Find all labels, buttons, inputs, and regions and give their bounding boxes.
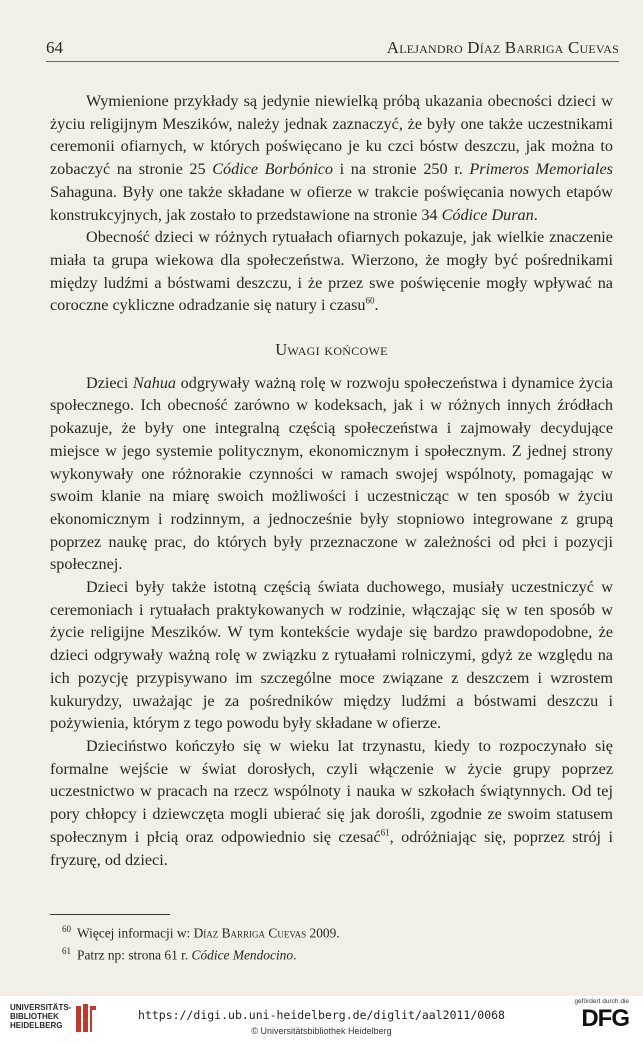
paragraph: Dzieci były także istotną częścią świata duchowego, musiały uczestniczyć w ceremoniach i rytuałach praktykowanych w rodzinie, włączając się w ten sposób w życie religijne Meszików. W tym kontekście wydaje się bardzo prawdopodobne, że dzieci odgrywały ważną rolę w związku z rytuałami rolniczymi, gdyż ze względu na ich pozycję przypisywano im szczególne moce związane z deszczem i wzrostem kukurydzy, uważając je za pośredników między ludźmi a bóstwami deszczu i pożywienia, którym z tego powodu były składane w ofierze. bbox=[50, 578, 613, 733]
viewer-footer bbox=[0, 996, 643, 1044]
running-head: Alejandro Díaz Barriga Cuevas bbox=[386, 38, 619, 57]
footnote-rule bbox=[50, 914, 170, 915]
paragraph: Dzieciństwo kończyło się w wieku lat trzynastu, kiedy to rozpoczynało się formalne wejście w świat dorosłych, czyli włączenie w życie grupy poprzez uczestnictwo w pracach na rzecz wspólnoty i nauka w szkołach świątynnych. Od tej pory chłopcy i dziewczęta mogli ubierać się jak dorośli, zgodnie ze swoim statusem społecznym i płcią oraz odpowiednio się czesać$^{61}$, odróżniając się, poprzez strój i fryzurę, od dzieci. bbox=[50, 736, 614, 869]
footnote-number: 61 bbox=[62, 946, 71, 957]
footnote-ref[interactable]: 60 bbox=[365, 295, 375, 306]
footnotes bbox=[62, 920, 340, 965]
paragraph: Dzieci Nahua odgrywały ważną rolę w rozwoju społeczeństwa i dynamice życia społecznego. Ich obecność zarówno w kodeksach, jak i w różnych innych źródłach pokazuje, że były one integralną częścią społeczeństwa i zajmowały decydujące miejsce w jego systemie politycznym, ekonomicznym i społecznym. Z jednej strony wykonywały one różnorakie czynności w ramach swojej wspólnoty, pomagając w swoim klanie na miarę swoich możliwości i uczestnicząc w ten sposób w życiu ekonomicznym i rodzinnym, a jednocześnie były stopniowo integrowane z grupą poprzez naukę prac, do których były przeznaczone w zależności od płci i pozycji społecznej. bbox=[50, 373, 613, 574]
footnote-author: Díaz Barriga Cuevas bbox=[193, 925, 307, 941]
funding-caption: gefördert durch die bbox=[574, 998, 629, 1005]
paragraph: Obecność dzieci w różnych rytuałach ofiarnych pokazuje, jak wielkie znaczenie miała ta grupa wiekowa dla społeczeństwa. Wierzono, że mogły być pośrednikami między ludźmi a bóstwami deszczu, i że przez swe poświęcenie mogły wpływać na coroczne cykliczne odradzanie się natury i czasu$^{60}$. bbox=[50, 228, 613, 315]
copyright-notice: © Universitätsbibliothek Heidelberg bbox=[251, 1026, 392, 1036]
library-name: UNIVERSITÄTS- BIBLIOTHEK HEIDELBERG bbox=[10, 1003, 72, 1030]
citation-title: Códice Mendocino bbox=[191, 947, 294, 963]
footnote-number: 60 bbox=[62, 924, 71, 934]
funding-badge[interactable] bbox=[569, 998, 629, 1032]
page-number: 64 bbox=[46, 38, 63, 57]
footnote: $^{61}$ Patrz np: strona 61 r. Códice Mendocino. bbox=[62, 946, 297, 963]
permalink-url[interactable]: https://digi.ub.uni-heidelberg.de/diglit/aal2011/0068 bbox=[138, 1008, 505, 1022]
citation-title: Códice Duran bbox=[441, 205, 534, 224]
citation-title: Primeros Memoriales bbox=[469, 160, 613, 179]
page-header bbox=[46, 38, 619, 62]
header-rule bbox=[46, 61, 619, 62]
footnote: $^{60}$ Więcej informacji w: Díaz Barriga Cuevas 2009. bbox=[62, 924, 340, 941]
footnote-ref[interactable]: 61 bbox=[380, 827, 390, 838]
dfg-logo: DFG bbox=[581, 1005, 629, 1032]
emphasis: Nahua bbox=[132, 373, 177, 392]
paragraph: Wymienione przykłady są jedynie niewielką próbą ukazania obecności dzieci w życiu religijnym Meszików, należy jednak zaznaczyć, że były one także uczestnikami ceremonii ofiarnych, w których poświęcano je ku czci bóstw deszczu, jak można to zobaczyć na stronie 25 Códice Borbónico i na stronie 250 r. Primeros Memoriales Sahaguna. Były one także składane w ofierze w trakcie poświęcania nowych etapów konstrukcyjnych, jak zostało to przedstawione na stronie 34 Códice Duran. bbox=[50, 92, 613, 224]
section-title: Uwagi końcowe bbox=[275, 340, 388, 360]
body-text bbox=[50, 90, 613, 871]
citation-title: Códice Borbónico bbox=[212, 160, 334, 179]
